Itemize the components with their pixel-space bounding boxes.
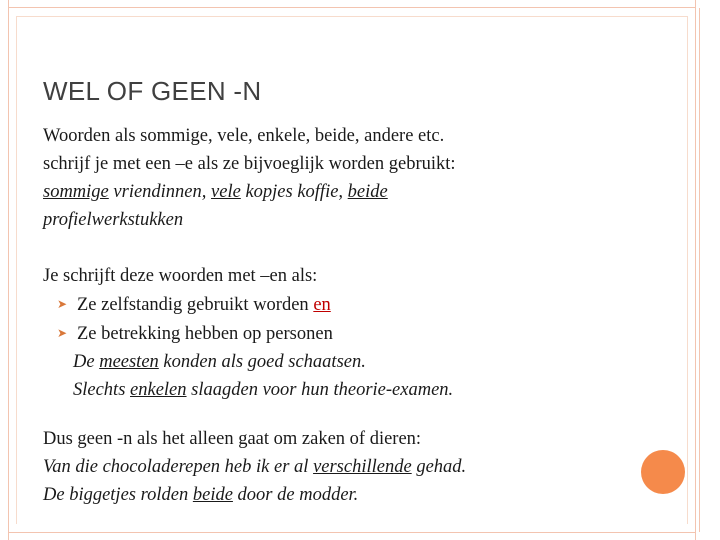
slide-title: WEL OF GEEN -N [43, 76, 262, 106]
example-word-beide: beide [192, 485, 233, 505]
example-word-enkelen: enkelen [130, 380, 187, 400]
en-link[interactable]: en [313, 295, 331, 315]
example-text: Slechts [73, 380, 131, 400]
slide-frame-top [8, 0, 696, 8]
example-text: Van die chocoladerepen heb ik er al [43, 457, 314, 477]
bullet-text: Ze zelfstandig gebruikt worden [77, 295, 314, 315]
example-line-2: profielwerkstukken [43, 210, 184, 230]
geen-n-intro: Dus geen -n als het alleen gaat om zaken of dieren: [43, 429, 422, 449]
example-text: konden als goed schaatsen. [158, 352, 366, 372]
example-word-verschillende: verschillende [313, 457, 412, 477]
text-block-en [43, 262, 453, 404]
example-text: gehad. [411, 457, 467, 477]
example-text: De biggetjes rolden [43, 485, 193, 505]
example-text: kopjes koffie, [240, 182, 348, 202]
en-example-1 [43, 348, 453, 376]
example-text: door de modder. [232, 485, 359, 505]
bullet-item-1 [43, 290, 453, 319]
example-text: De [73, 352, 100, 372]
geen-n-example-2 [43, 481, 466, 509]
example-text: vriendinnen, [108, 182, 212, 202]
geen-n-example-1 [43, 453, 466, 481]
rule-line-1: Woorden als sommige, vele, enkele, beide, andere etc. [43, 126, 445, 146]
bullet-text: Ze betrekking hebben op personen [77, 324, 333, 344]
arrow-bullet-icon: ➤ [57, 326, 68, 340]
en-example-2 [43, 376, 453, 404]
example-word-meesten: meesten [99, 352, 159, 372]
bullet-item-2 [43, 319, 453, 348]
example-line-1 [43, 178, 456, 206]
en-intro: Je schrijft deze woorden met –en als: [43, 266, 318, 286]
example-word-vele: vele [211, 182, 241, 202]
example-word-beide: beide [347, 182, 388, 202]
example-text: slaagden voor hun theorie-examen. [186, 380, 454, 400]
slide-side-line [699, 8, 700, 532]
slide-frame-bottom [8, 532, 696, 540]
arrow-bullet-icon: ➤ [57, 297, 68, 311]
text-block-rule [43, 122, 456, 234]
text-block-geen-n [43, 425, 466, 509]
example-word-sommige: sommige [43, 182, 109, 202]
rule-line-2: schrijf je met een –e als ze bijvoeglijk worden gebruikt: [43, 154, 456, 174]
decorative-circle [641, 450, 685, 494]
